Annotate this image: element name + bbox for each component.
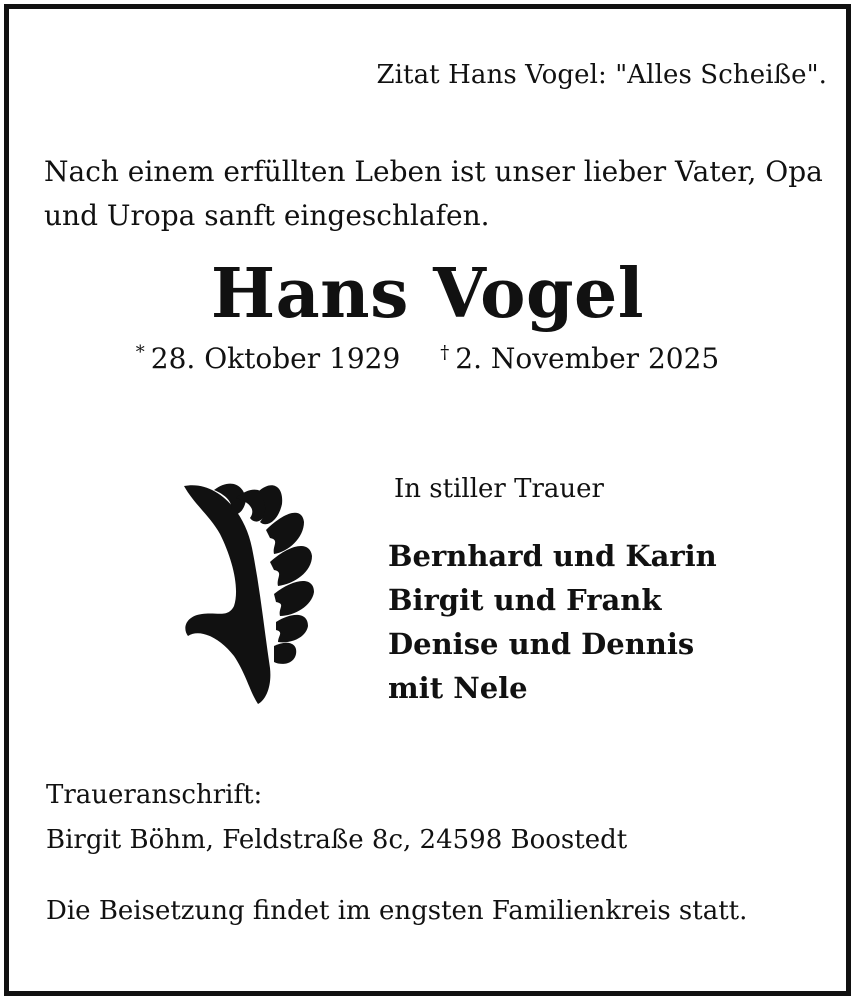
wing-emblem-icon [174,478,322,706]
funeral-note: Die Beisetzung findet im engsten Familienkreis statt. [46,896,748,926]
mourning-text: In stiller Trauer [394,474,604,504]
family-list [388,534,717,710]
life-dates [0,342,855,375]
intro-line-1: Nach einem erfüllten Leben ist unser lieber Vater, Opa [44,155,823,188]
birth-date: 28. Oktober 1929 [150,342,401,375]
intro-text [44,150,824,238]
quote-text: Zitat Hans Vogel: "Alles Scheiße". [376,60,827,90]
birth-symbol: * [135,342,145,363]
intro-line-2: und Uropa sanft eingeschlafen. [44,199,490,232]
death-symbol: † [440,342,450,363]
family-entry: Bernhard und Karin [388,539,717,573]
family-entry: mit Nele [388,671,528,705]
deceased-name: Hans Vogel [210,254,645,334]
family-entry: Birgit und Frank [388,583,662,617]
address-label: Traueranschrift: [46,780,263,810]
family-entry: Denise und Dennis [388,627,695,661]
death-date: 2. November 2025 [455,342,720,375]
mourning-address: Birgit Böhm, Feldstraße 8c, 24598 Boostedt [46,825,628,855]
